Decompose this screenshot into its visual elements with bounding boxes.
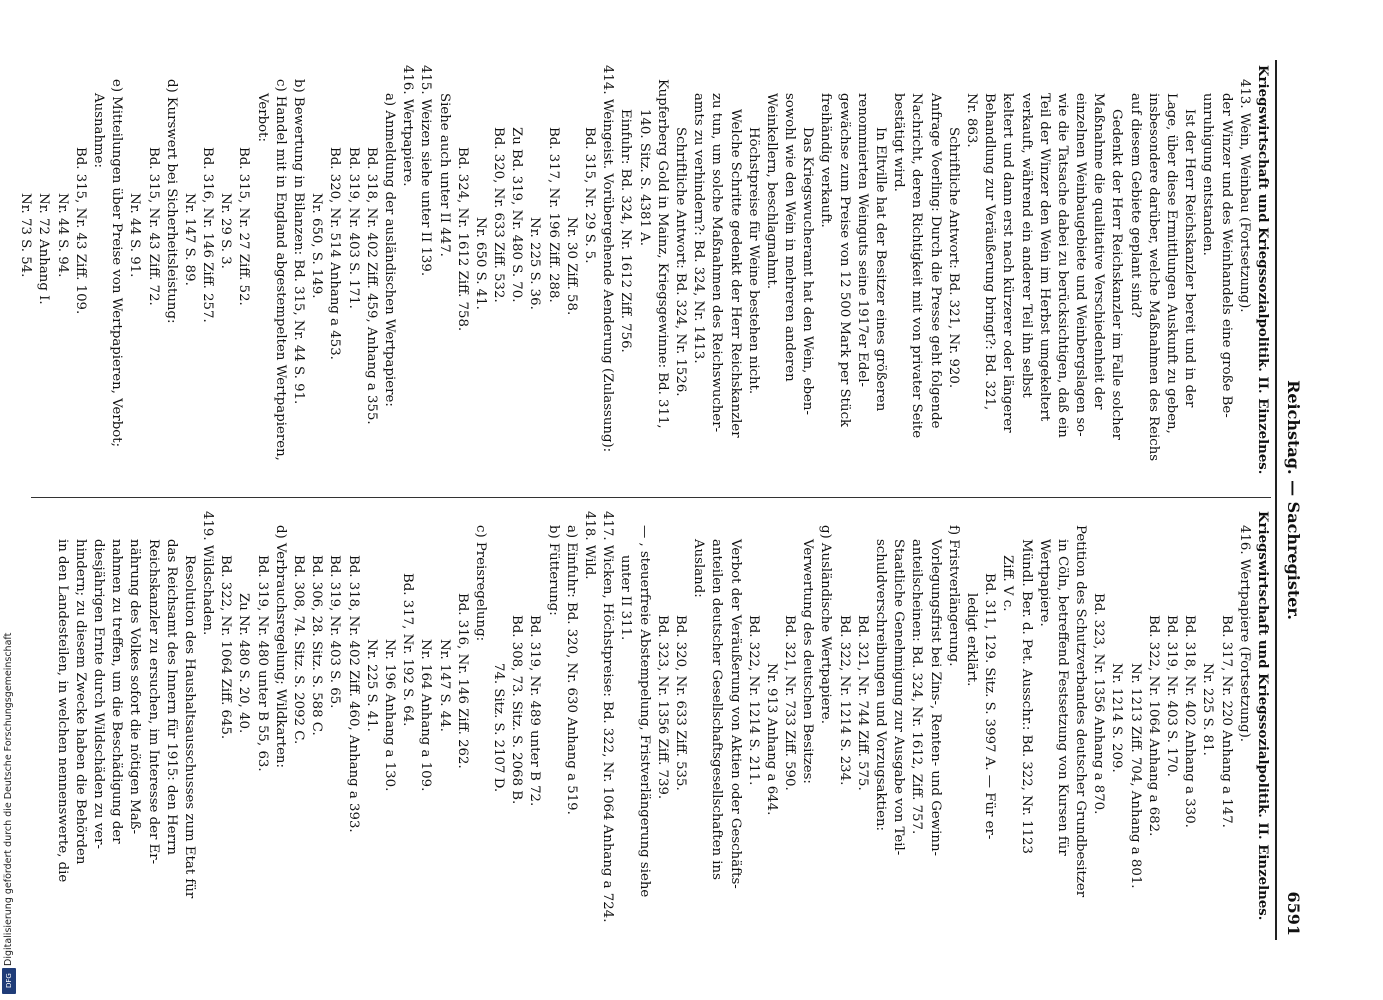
right-column-line: Bd. 308, 74. Sitz. S. 2092 C. (291, 555, 307, 745)
right-column-line: Nr. 225 S. 41. (363, 639, 379, 732)
left-column-line: gewächse zum Preise von 12 500 Mark per Stück (836, 93, 852, 428)
right-column-line: Nr. 1214 S. 209. (1109, 663, 1125, 773)
right-column-line: Bd. 318, Nr. 402 Anhang a 330. (1182, 615, 1198, 828)
right-column-line: c) Preisregelung: (472, 525, 488, 642)
right-column-line: Ziff. V c. (1000, 555, 1016, 612)
left-column-line: 414. Weingeist. Vorübergehende Aenderung (Zulassung): (600, 65, 616, 453)
left-column-line: sowohl wie den Wein in mehreren anderen (782, 93, 798, 382)
right-column-line: 416. Wertpapiere (Fortsetzung). (1236, 525, 1252, 742)
left-column-line: Kriegswirtschaft und Kriegssozialpolitik. II. Einzelnes. (1255, 65, 1270, 475)
right-column-line: in Cöln, betreffend Festsetzung von Kursen für (1054, 539, 1070, 856)
left-column-line: zu tun, um solche Maßnahmen des Reichswucher- (709, 93, 725, 433)
left-column-line: a) Anmeldung der ausländischen Wertpapiere: (382, 93, 397, 407)
left-column-line: Das Kriegswucheramt hat den Wein, eben- (800, 127, 816, 415)
right-column-line: Bd. 322, Nr. 1214 S. 211. (745, 615, 761, 786)
left-column-line: der Winzer und des Weinhandels eine große Be- (1218, 93, 1234, 418)
right-column-line: Verbot der Veräußerung von Aktien oder Geschäfts- (727, 539, 743, 889)
right-column-line: Ausland: (691, 539, 707, 598)
header-rule (1275, 60, 1277, 940)
left-column-line: Lage, über diese Ermittlungen Auskunft zu geben, (1164, 93, 1180, 434)
right-column-line: Bd. 306, 28. Sitz. S. 588 C. (309, 555, 325, 736)
dfg-logo-text: DFG (5, 973, 13, 988)
left-column-line: Nr. 44 S. 91. (127, 193, 143, 278)
left-column-line: 415. Weizen siehe unter II 139. (418, 65, 434, 277)
right-column-line: 74. Sitz. S. 2107 D. (491, 663, 507, 793)
left-column (16, 65, 1271, 491)
right-column-line: Bd. 319, Nr. 489 unter B 72. (527, 615, 543, 807)
left-column-line: Nr. 73 S. 54. (18, 193, 34, 278)
right-column-line: Nr. 164 Anhang a 109. (418, 639, 434, 792)
right-column-line: b) Fütterung: (545, 525, 561, 616)
right-column-line: Bd. 311, 129. Sitz. S. 3997 A. — Für er- (982, 573, 998, 840)
right-column-line: das Reichsamt des Innern für 1915: den Herrn (163, 539, 179, 855)
left-column-line: Bd. 320, Nr. 633 Ziff. 532. (491, 127, 507, 303)
left-column-line: Maßnahme die qualitative Verschiedenheit der (1091, 93, 1107, 410)
right-column-line: g) Ausländische Wertpapiere. (818, 525, 834, 725)
right-column-line: Bd. 319, Nr. 403 S. 65. (327, 555, 343, 709)
right-column-line: Bd. 317, Nr. 220 Anhang a 147. (1218, 615, 1234, 828)
right-column-line: Bd. 323, Nr. 1356 Anhang a 870. (1091, 593, 1107, 815)
right-column-line: Nr. 225 S. 81. (1200, 663, 1216, 756)
right-column-line: Nr. 147 S. 44. (436, 639, 452, 732)
right-column-line: Bd. 323, Nr. 1356 Ziff. 739. (654, 615, 670, 800)
left-column-line: einzelnen Weinbaugebiete und Weinbergslagen so- (1073, 93, 1089, 437)
left-column-line: 140. Sitz. S. 4381 A. (636, 109, 652, 246)
right-column-line: nahmen zu treffen, um die Beschädigung der (109, 539, 125, 844)
left-column-line: In Eltville hat der Besitzer eines größeren (873, 127, 889, 412)
right-column-line: anteilen deutscher Gesellschaftsgesellschaften ins (709, 539, 725, 880)
credit-strip (0, 0, 20, 1000)
column-divider (31, 497, 1271, 498)
left-column-line: Anfrage Voerling: Durch die Presse geht folgende (927, 93, 943, 429)
left-column-line: Nachricht, deren Richtigkeit mit von privater Seite (909, 93, 925, 439)
right-column-line: 417. Wicken, Höchstpreise: Bd. 322, Nr. 1064 Anhang a 724. (600, 511, 616, 923)
left-column-line: Nr. 650, S. 149. (309, 193, 325, 299)
left-column-line: Behandlung zur Veräußerung bringt?: Bd. 321, (982, 93, 998, 411)
left-column-line: Verbot: (254, 93, 270, 142)
right-column-line: Kriegswirtschaft und Kriegssozialpolitik. II. Einzelnes. (1255, 511, 1270, 921)
left-column-line: Weinkellern, beschlagnahmt. (763, 93, 779, 290)
left-column-line: Bd. 320, Nr. 514 Anhang a 453. (327, 147, 343, 360)
left-column-line: freihändig verkauft. (818, 93, 834, 228)
left-column-line: d) Kurswert bei Sicherheitsleistung: (163, 79, 179, 324)
left-column-line: renommierten Weinguts seine 1917er Edel- (854, 93, 870, 387)
right-column-line: hindern; zu diesem Zwecke haben die Behörden (72, 539, 88, 865)
left-column-line: Ist der Herr Reichskanzler bereit und in der (1182, 109, 1198, 408)
right-column-line: a) Einfuhr: Bd. 320, Nr. 630 Anhang a 519. (563, 525, 579, 815)
right-column-line: Bd. 322, Nr. 1064 Anhang a 682. (1145, 615, 1161, 837)
right-column-line: Bd. 321, Nr. 733 Ziff. 590. (782, 615, 798, 791)
left-column-line: amts zu verhindern?: Bd. 324, Nr. 1413. (691, 93, 707, 364)
left-column-line: wie die Tatsache dabei zu berücksichtigen, daß ein (1054, 93, 1070, 438)
left-column-line: Höchstpreise für Weine bestehen nicht. (745, 127, 761, 395)
left-column-line: Bd. 315, Nr. 27 Ziff. 52. (236, 147, 252, 306)
left-column-line: Zu Bd. 319, Nr. 480 S. 70. (509, 127, 525, 303)
left-column-line: Welche Schritte gedenkt der Herr Reichskanzler (727, 109, 743, 438)
page-number: 6591 (1284, 891, 1303, 936)
right-column-line: Bd. 308, 73. Sitz. S. 2068 B. (509, 615, 525, 805)
right-column-line: in den Landesteilen, in welchen nennenswerte, die (54, 539, 70, 883)
right-column-line: Bd. 322, Nr. 1064 Ziff. 645. (218, 555, 234, 740)
left-column-line: Bd. 316, Nr. 146 Ziff. 257. (200, 147, 216, 323)
left-column-line: Gedenkt der Herr Reichskanzler im Falle solcher (1109, 109, 1125, 440)
left-column-line: Einfuhr: Bd. 324, Nr. 1612 Ziff. 756. (618, 109, 634, 353)
right-column-line: Wertpapiere. (1036, 539, 1052, 627)
left-column-line: unruhigung entstanden. (1200, 93, 1216, 256)
right-column-line: Bd. 319, Nr. 403 S. 170. (1164, 615, 1180, 777)
right-column-line: Staatliche Genehmigung zur Ausgabe von Teil- (891, 539, 907, 856)
left-column-line: Schriftliche Antwort: Bd. 324, Nr. 1526. (673, 127, 688, 397)
left-column-line: insbesondere darüber, welche Maßnahmen des Reichs (1145, 93, 1161, 462)
right-column-line: anteilscheinen: Bd. 324, Nr. 1612, Ziff. 757. (909, 539, 925, 835)
right-column-line: Bd. 322, Nr. 1214 S. 234. (836, 615, 852, 786)
left-column-line: Bd. 315, Nr. 43 Ziff. 72. (145, 147, 161, 306)
left-column-line: Bd. 319, Nr. 403 S. 171. (345, 147, 361, 309)
left-column-line: Nr. 29 S. 3. (218, 193, 234, 269)
right-column-line: d) Verbrauchsregelung; Wildkarten: (272, 525, 288, 768)
right-column-line: Bd. 321, Nr. 744 Ziff. 575. (854, 615, 870, 791)
left-column-line: Nr. 72 Anhang I. (36, 193, 52, 305)
left-column-line: keltert und dann erst nach kürzerer oder längerer (1000, 93, 1016, 433)
right-column-line: nährung des Volkes sofort die nötigen Maß- (127, 539, 143, 835)
right-column-line: Vorlegungsfrist bei Zins-, Renten- und Gewinn- (927, 539, 943, 857)
right-column-line: Bd. 316, Nr. 146 Ziff. 262. (454, 593, 470, 769)
left-column-line: Bd. 318, Nr. 402 Ziff. 459, Anhang a 355. (363, 147, 379, 425)
right-column-line: Bd. 318, Nr. 402 Ziff. 460, Anhang a 393. (345, 555, 361, 833)
left-column-line: Bd. 317, Nr. 196 Ziff. 288. (545, 127, 561, 303)
left-column-line: Nr. 30 Ziff. 58. (563, 217, 579, 316)
running-header (1275, 60, 1309, 940)
left-column-line: Nr. 650 S. 41. (472, 217, 488, 310)
left-column-line: 416. Wertpapiere. (400, 65, 416, 187)
right-column-line: — , steuerfreie Abstempelung, Fristverlängerung siehe (636, 525, 652, 898)
right-column-line: ledigt erklärt. (964, 593, 979, 687)
left-column-line: Siehe auch unter II 447. (436, 93, 452, 257)
header-title: Reichstag. — Sachregister. (1284, 380, 1303, 620)
dfg-logo (2, 968, 16, 994)
left-column-line: Kupferberg Gold in Mainz, Kriegsgewinne: Bd. 311, (654, 79, 670, 429)
right-column-line: 418. Wild. (582, 511, 598, 580)
left-column-line: Nr. 863. (964, 93, 979, 148)
right-column-line: Bd. 317, Nr. 192 S. 64. (400, 573, 416, 727)
right-column-line: Mündl. Ber. d. Pet. Ausschr.: Bd. 322, Nr. 1123 (1018, 539, 1034, 854)
right-column-line: 419. Wildschaden. (200, 511, 216, 636)
right-column-line: Resolution des Haushaltsausschusses zum Etat für (181, 555, 197, 899)
left-column-line: c) Handel mit in England abgestempelten Wertpapieren, (272, 79, 288, 461)
left-column-line: Nr. 147 S. 89. (181, 193, 197, 286)
left-column-line: Bd. 315, Nr. 43 Ziff. 109. (72, 147, 88, 315)
right-column-line: Nr. 196 Anhang a 130. (382, 639, 397, 792)
right-column-line: Reichskanzler zu ersuchen, im Interesse der Er- (145, 539, 161, 865)
right-column-line: unter II 311. (618, 555, 634, 641)
left-column-line: auf diesem Gebiete geplant sind? (1127, 93, 1143, 318)
right-column-line: Nr. 1213 Ziff. 704, Anhang a 801. (1127, 663, 1143, 889)
left-column-line: Schriftliche Antwort: Bd. 321, Nr. 920. (945, 127, 961, 389)
left-column-line: bestätigt wird. (891, 93, 907, 192)
right-column-line: Zu Nr. 480 S. 20, 40. (236, 593, 252, 734)
left-column-line: Nr. 44 S. 94. (54, 193, 70, 278)
left-column-line: Nr. 225 S. 36. (527, 217, 543, 310)
right-column-line: Bd. 319, Nr. 480 unter B 55, 63. (254, 555, 270, 772)
left-column-line: 413. Wein, Weinbau (Fortsetzung). (1236, 79, 1252, 313)
right-column (52, 511, 1271, 937)
right-column-line: Bd. 320, Nr. 633 Ziff. 535. (673, 615, 688, 791)
right-column-line: schuldverschreibungen und Vorzugsaktien: (873, 539, 889, 832)
right-column-line: Nr. 913 Anhang a 644. (763, 663, 779, 816)
left-column-line: b) Bewertung in Bilanzen: Bd. 315, Nr. 44 S. 91. (291, 79, 307, 405)
right-column-line: diesjährigen Ernte durch Wildschäden zu ver- (91, 539, 106, 849)
digitization-credit: Digitalisierung gefördert durch die Deutsche Forschungsgemeinschaft (3, 632, 14, 966)
right-column-line: f) Fristverlängerung. (945, 525, 961, 667)
right-column-line: Petition des Schutzverbandes deutscher Grundbesitzer (1073, 525, 1089, 898)
left-column-line: Bd. 324, Nr. 1612 Ziff. 758. (454, 147, 470, 332)
left-column-line: Teil der Winzer den Wein im Herbst umgekeltert (1036, 93, 1052, 422)
left-column-line: Bd. 315, Nr. 29 S. 5. (582, 127, 598, 264)
left-column-line: e) Mitteilungen über Preise von Wertpapieren, Verbot; (109, 79, 125, 448)
left-column-line: verkauft, während ein anderer Teil ihn selbst (1018, 93, 1034, 398)
right-column-line: Verwertung des deutschen Besitzes: (800, 539, 816, 784)
left-column-line: Ausnahme: (91, 93, 106, 169)
